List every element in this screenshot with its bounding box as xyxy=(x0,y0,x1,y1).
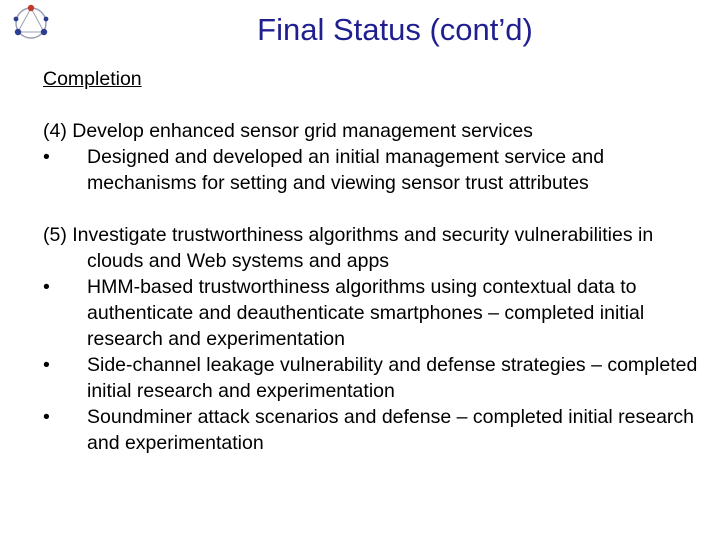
bullet-dot: • xyxy=(43,406,50,428)
bullet-dot: • xyxy=(43,146,50,168)
section-title: (4) Develop enhanced sensor grid management services xyxy=(43,120,533,142)
bullet-dot: • xyxy=(43,354,50,376)
bullet-item xyxy=(43,144,713,196)
section-title: (5) Investigate trustworthiness algorithms and security vulnerabilities in clouds and Web systems and apps xyxy=(43,224,654,272)
bullet-item xyxy=(43,274,713,352)
slide-body xyxy=(43,66,713,456)
completion-heading: Completion xyxy=(43,68,142,90)
bullet-text: HMM-based trustworthiness algorithms using contextual data to authenticate and deauthenticate smartphones – completed initial research and experimentation xyxy=(87,276,645,350)
bullet-text: Side-channel leakage vulnerability and defense strategies – completed initial research and experimentation xyxy=(87,354,698,402)
slide-title: Final Status (cont’d) xyxy=(257,12,533,47)
bullet-item xyxy=(43,352,713,404)
bullet-text: Soundminer attack scenarios and defense – completed initial research and experimentation xyxy=(87,406,695,454)
bullet-dot: • xyxy=(43,276,50,298)
section-4 xyxy=(43,118,713,196)
section-5 xyxy=(43,222,713,456)
bullet-item xyxy=(43,404,713,456)
bullet-text: Designed and developed an initial management service and mechanisms for setting and viewing sensor trust attributes xyxy=(87,146,605,194)
